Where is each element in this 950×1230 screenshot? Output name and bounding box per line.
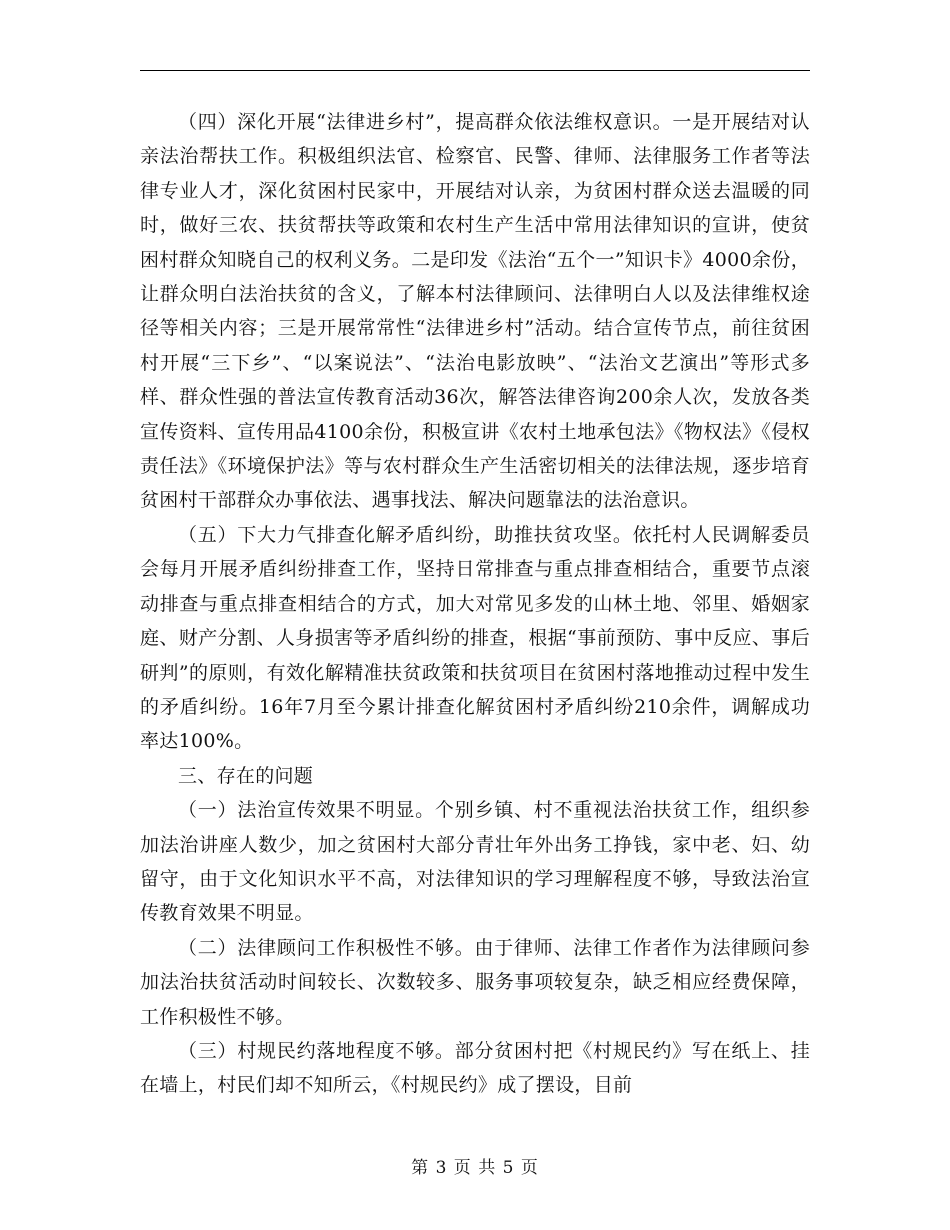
paragraph-problem-1: （一）法治宣传效果不明显。个别乡镇、村不重视法治扶贫工作，组织参加法治讲座人数少，加之贫困村大部分青壮年外出务工挣钱，家中老、妇、幼留守，由于文化知识水平不高，对法律知识的学习理解程度不够，导致法治宣传教育效果不明显。 [140,799,810,925]
header-rule [140,70,810,71]
paragraph-problem-3: （三）村规民约落地程度不够。部分贫困村把《村规民约》写在纸上、挂在墙上，村民们却不知所云，《村规民约》成了摆设，目前 [140,1039,810,1097]
section-heading-problems: 三、存在的问题 [178,764,314,787]
document-body [140,105,810,1103]
paragraph-problem-2: （二）法律顾问工作积极性不够。由于律师、法律工作者作为法律顾问参加法治扶贫活动时间较长、次数较多、服务事项较复杂，缺乏相应经费保障，工作积极性不够。 [140,936,810,1028]
paragraph-dispute-resolution: （五）下大力气排查化解矛盾纠纷，助推扶贫攻坚。依托村人民调解委员会每月开展矛盾纠纷排查工作，坚持日常排查与重点排查相结合，重要节点滚动排查与重点排查相结合的方式，加大对常见多发的山林土地、邻里、婚姻家庭、财产分割、人身损害等矛盾纠纷的排查，根据“事前预防、事中反应、事后研判”的原则，有效化解精准扶贫政策和扶贫项目在贫困村落地推动过程中发生的矛盾纠纷。16年7月至今累计排查化解贫困村矛盾纠纷210余件，调解成功率达100%。 [140,523,810,753]
paragraph-legal-outreach: （四）深化开展“法律进乡村”，提高群众依法维权意识。一是开展结对认亲法治帮扶工作。积极组织法官、检察官、民警、律师、法律服务工作者等法律专业人才，深化贫困村民家中，开展结对认亲，为贫困村群众送去温暖的同时，做好三农、扶贫帮扶等政策和农村生产生活中常用法律知识的宣讲，使贫困村群众知晓自己的权利义务。二是印发《法治“五个一”知识卡》4000余份，让群众明白法治扶贫的含义，了解本村法律顾问、法律明白人以及法律维权途径等相关内容；三是开展常常性“法律进乡村”活动。结合宣传节点，前往贫困村开展“三下乡”、“以案说法”、“法治电影放映”、“法治文艺演出”等形式多样、群众性强的普法宣传教育活动36次，解答法律咨询200余人次，发放各类宣传资料、宣传用品4100余份，积极宣讲《农村土地承包法》《物权法》《侵权责任法》《环境保护法》等与农村群众生产生活密切相关的法律法规，逐步培育贫困村干部群众办事依法、遇事找法、解决问题靠法的法治意识。 [140,111,810,512]
page-number-footer: 第 3 页 共 5 页 [411,1158,539,1178]
